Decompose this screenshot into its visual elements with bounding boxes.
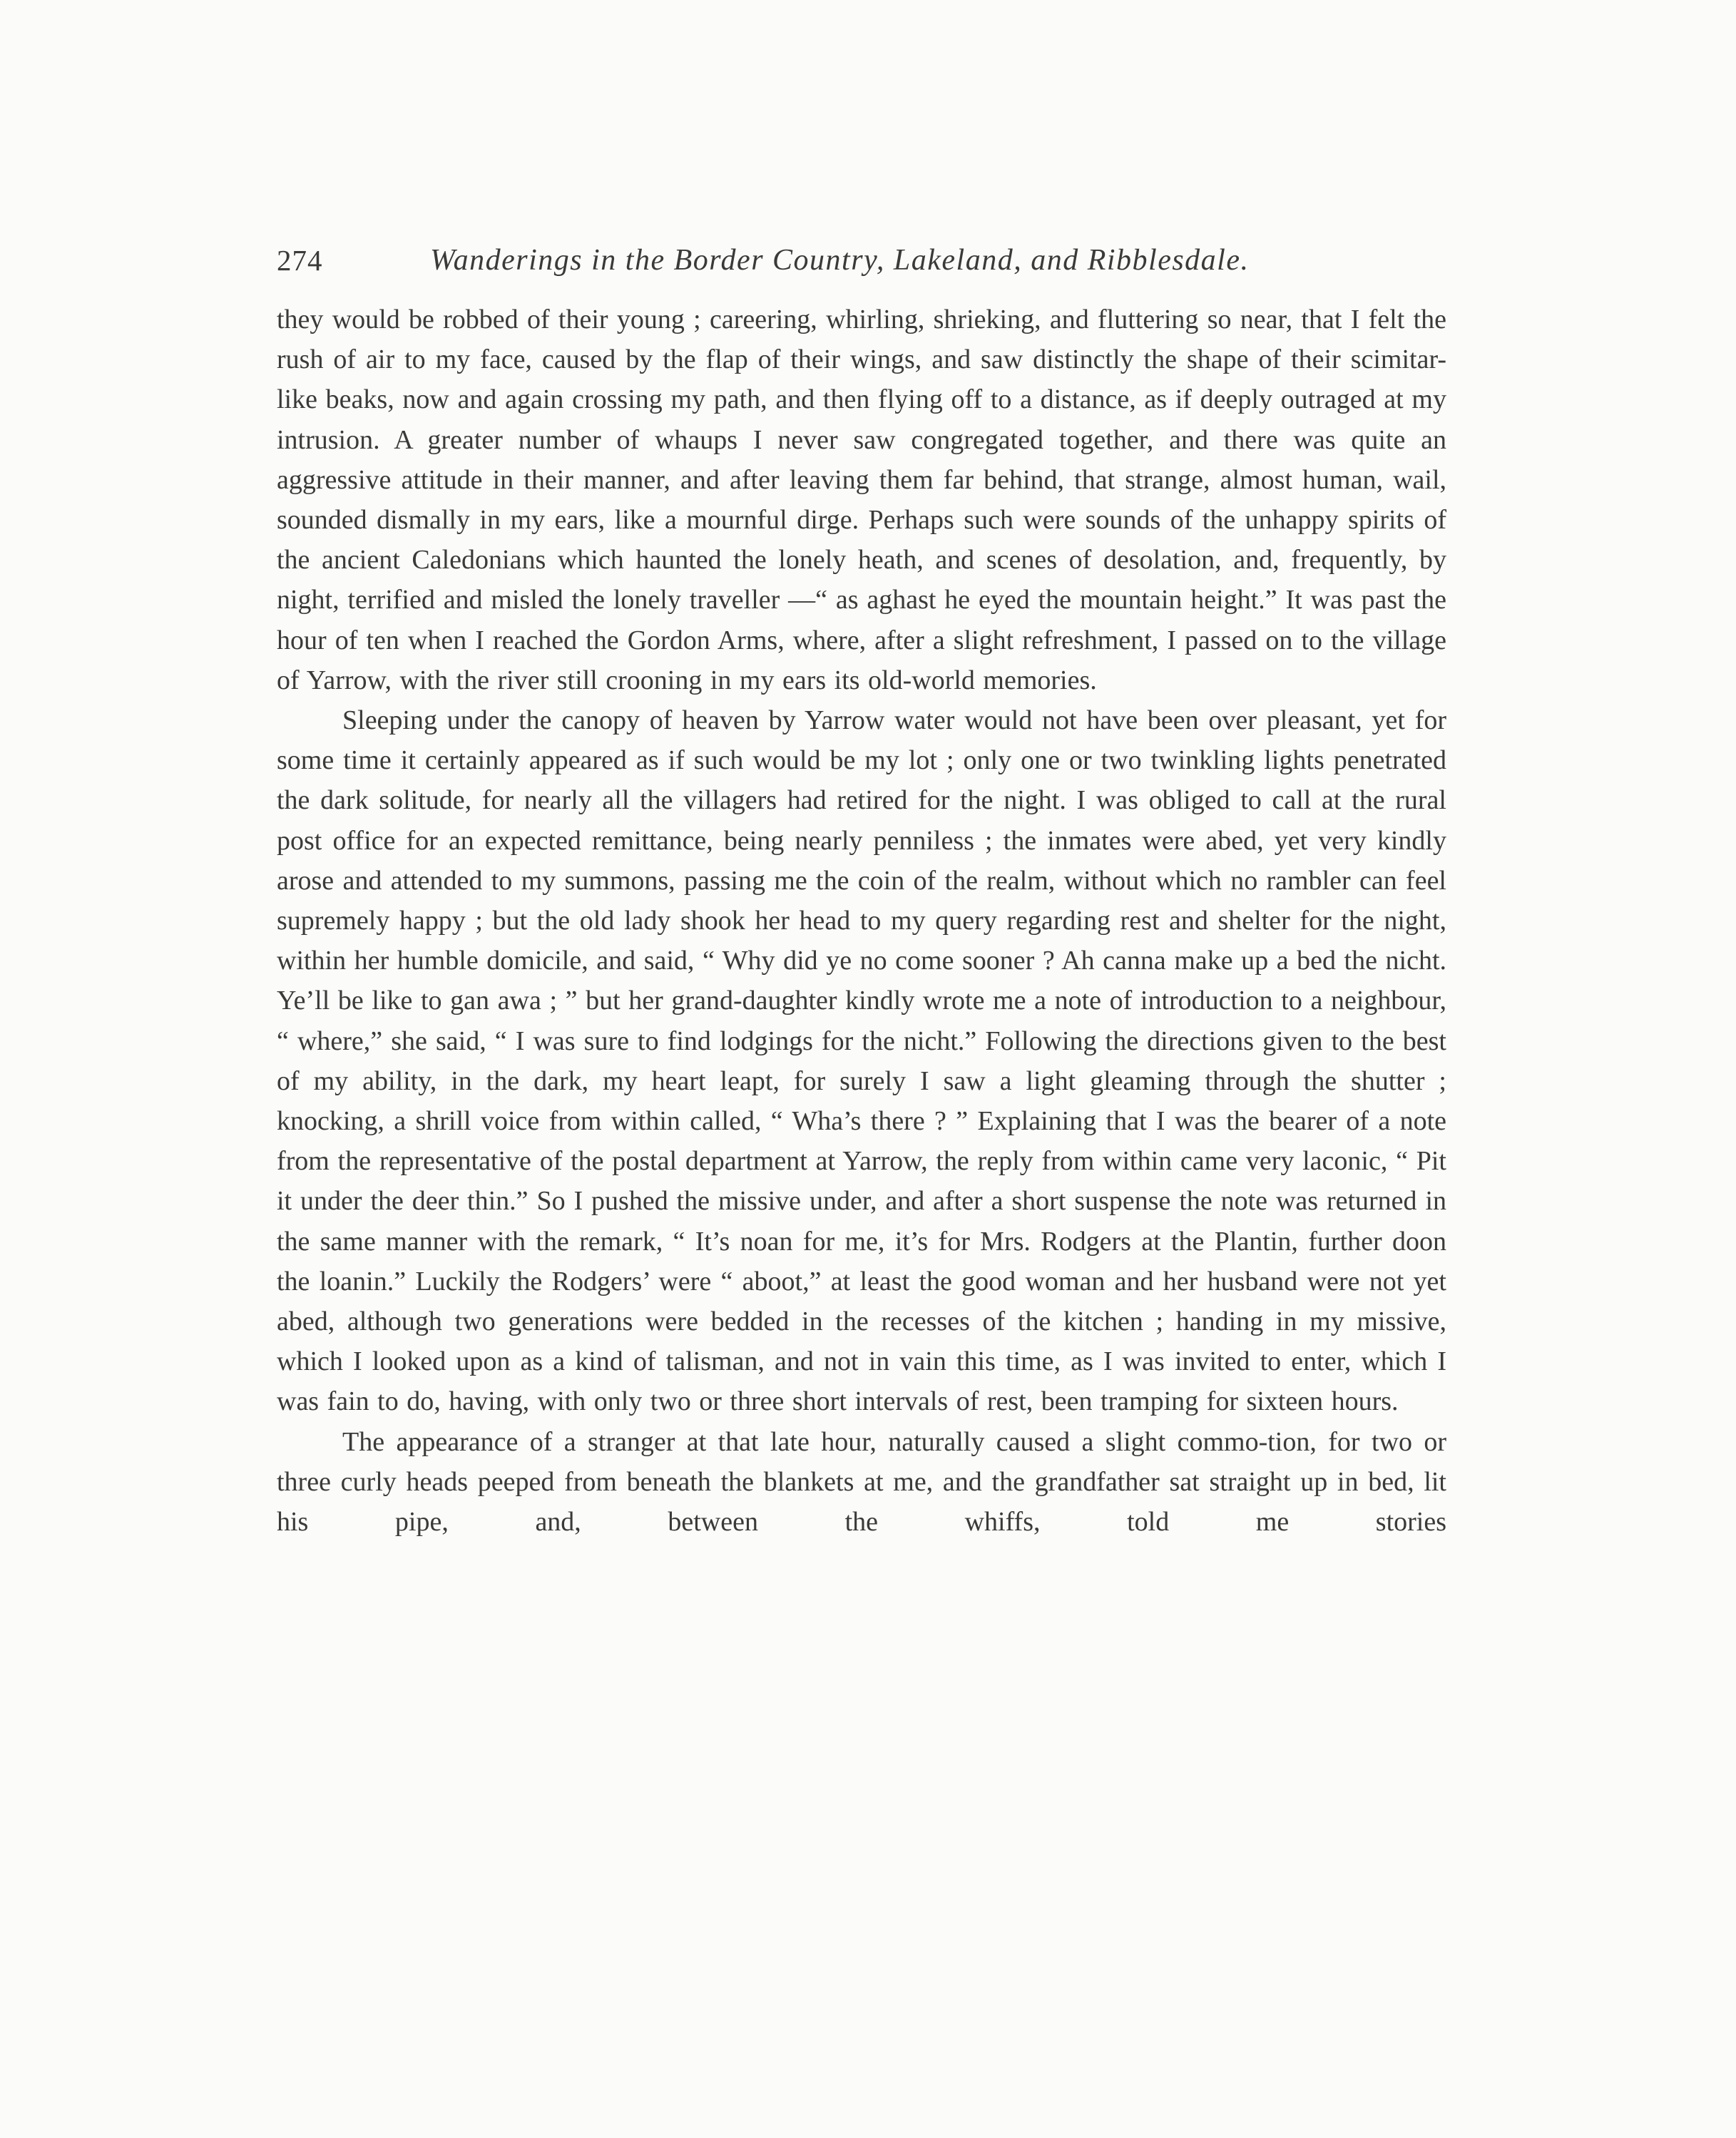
page-header xyxy=(277,235,1446,285)
page-number: 274 xyxy=(277,244,323,277)
paragraph-1: they would be robbed of their young ; careering, whirling, shrieking, and fluttering so near, that I felt the rush of air to my face, caused by the flap of their wings, and saw distinctly the shape of their scimitar-like beaks, now and again crossing my path, and then flying off to a distance, as if deeply outraged at my intrusion. A greater number of whaups I never saw congregated together, and there was quite an aggressive attitude in their manner, and after leaving them far behind, that strange, almost human, wail, sounded dismally in my ears, like a mournful dirge. Perhaps such were sounds of the unhappy spirits of the ancient Caledonians which haunted the lonely heath, and scenes of desolation, and, frequently, by night, terrified and misled the lonely traveller —“ as aghast he eyed the mountain height.” It was past the hour of ten when I reached the Gordon Arms, where, after a slight refreshment, I passed on to the village of Yarrow, with the river still crooning in my ears its old-world memories. xyxy=(277,305,1446,695)
paragraph-3: The appearance of a stranger at that late hour, naturally caused a slight commo-tion, for two or three curly heads peeped from beneath the blankets at me, and the grandfather sat straight up in bed, lit his pipe, and, between the whiffs, told me stories xyxy=(277,1426,1446,1538)
running-title: Wanderings in the Border Country, Lakeland, and Ribblesdale. xyxy=(430,244,1250,277)
paragraph-2: Sleeping under the canopy of heaven by Yarrow water would not have been over pleasant, yet for some time it certainly appeared as if such would be my lot ; only one or two twinkling lights penetrated the dark solitude, for nearly all the villagers had retired for the night. I was obliged to call at the rural post office for an expected remittance, being nearly penniless ; the inmates were abed, yet very kindly arose and attended to my summons, passing me the coin of the realm, without which no rambler can feel supremely happy ; but the old lady shook her head to my query regarding rest and shelter for the night, within her humble domicile, and said, “ Why did ye no come sooner ? Ah canna make up a bed the nicht. Ye’ll be like to gan awa ; ” but her grand-daughter kindly wrote me a note of introduction to a neighbour, “ where,” she said, “ I was sure to find lodgings for the nicht.” Following the directions given to the best of my ability, in the dark, my heart leapt, for surely I saw a light gleaming through the shutter ; knocking, a shrill voice from within called, “ Wha’s there ? ” Explaining that I was the bearer of a note from the representative of the postal department at Yarrow, the reply from within came very laconic, “ Pit it under the deer thin.” So I pushed the missive under, and after a short suspense the note was returned in the same manner with the remark, “ It’s noan for me, it’s for Mrs. Rodgers at the Plantin, further doon the loanin.” Luckily the Rodgers’ were “ aboot,” at least the good woman and her husband were not yet abed, although two generations were bedded in the recesses of the kitchen ; handing in my missive, which I looked upon as a kind of talisman, and not in vain this time, as I was invited to enter, which I was fain to do, having, with only two or three short intervals of rest, been tramping for sixteen hours. xyxy=(277,705,1446,1417)
body-text xyxy=(277,300,1446,1542)
